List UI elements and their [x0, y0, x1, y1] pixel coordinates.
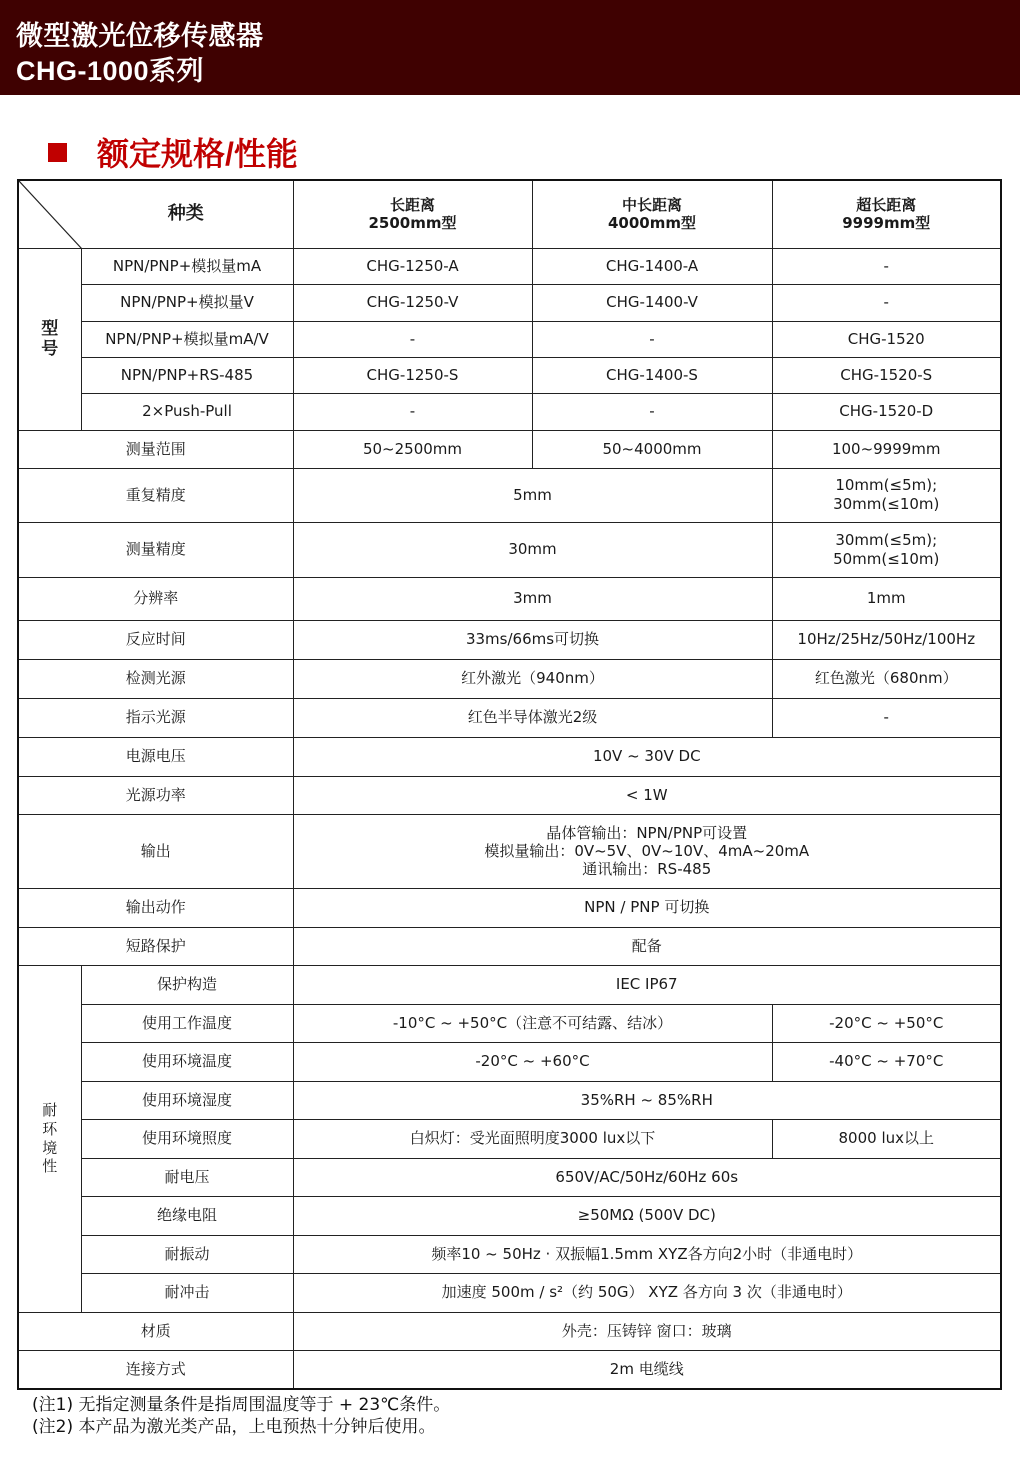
value-cell: 配备 [293, 927, 1001, 965]
value-cell: 50~4000mm [532, 430, 772, 468]
product-title: 微型激光位移传感器 [16, 21, 264, 51]
table-row-connection [18, 1350, 1001, 1389]
square-bullet-icon [48, 143, 67, 162]
table-row [18, 1196, 1001, 1235]
model-cell: CHG-1400-V [532, 284, 772, 321]
row-label: 光源功率 [18, 776, 293, 814]
value-line: 30mm(≤5m); [835, 530, 938, 549]
row-label: 绝缘电阻 [81, 1196, 293, 1235]
value-cell: ≥50MΩ (500V DC) [293, 1196, 1001, 1235]
table-row [18, 284, 1001, 321]
model-cell: CHG-1400-S [532, 357, 772, 393]
model-type: 2×Push-Pull [81, 393, 293, 430]
table-row-output-action [18, 888, 1001, 927]
table-row-range [18, 430, 1001, 468]
table-row-material [18, 1312, 1001, 1350]
value-cell [772, 468, 1001, 522]
model-cell: CHG-1400-A [532, 248, 772, 284]
row-label: 短路保护 [18, 927, 293, 965]
table-row-response [18, 620, 1001, 659]
row-label: 测量精度 [18, 522, 293, 577]
table-row [18, 1004, 1001, 1042]
model-cell: CHG-1520-D [772, 393, 1001, 430]
value-cell [772, 522, 1001, 577]
table-row-voltage [18, 737, 1001, 776]
row-label: 反应时间 [18, 620, 293, 659]
model-cell: - [772, 248, 1001, 284]
row-label: 重复精度 [18, 468, 293, 522]
value-cell: NPN / PNP 可切换 [293, 888, 1001, 927]
table-row-indicator [18, 698, 1001, 737]
column-header-long [293, 180, 532, 248]
column-header-line1: 超长距离 [856, 195, 917, 214]
spec-table [17, 179, 1002, 1390]
value-cell: -20°C ~ +60°C [293, 1042, 772, 1081]
diagonal-divider-icon [19, 181, 294, 249]
value-cell: 频率10 ~ 50Hz · 双振幅1.5mm XYZ各方向2小时（非通电时） [293, 1235, 1001, 1273]
table-row [18, 1119, 1001, 1158]
section-title: 额定规格/性能 [97, 136, 298, 172]
row-label: 指示光源 [18, 698, 293, 737]
value-cell: 8000 lux以上 [772, 1119, 1001, 1158]
value-cell: IEC IP67 [293, 965, 1001, 1004]
row-label: 使用环境湿度 [81, 1081, 293, 1119]
row-label: 检测光源 [18, 659, 293, 698]
value-line: 通讯输出：RS-485 [582, 860, 712, 878]
value-cell: -40°C ~ +70°C [772, 1042, 1001, 1081]
table-row-power [18, 776, 1001, 814]
row-label: 连接方式 [18, 1350, 293, 1389]
value-cell: -20°C ~ +50°C [772, 1004, 1001, 1042]
value-cell: 5mm [293, 468, 772, 522]
table-row [18, 1158, 1001, 1196]
row-label: 输出动作 [18, 888, 293, 927]
value-line: 30mm(≤10m) [833, 495, 940, 513]
value-cell: 50~2500mm [293, 430, 532, 468]
value-cell: 红色半导体激光2级 [293, 698, 772, 737]
value-line: 50mm(≤10m) [833, 549, 940, 568]
model-cell: - [772, 284, 1001, 321]
row-label: 测量范围 [18, 430, 293, 468]
model-type: NPN/PNP+模拟量V [81, 284, 293, 321]
row-label: 电源电压 [18, 737, 293, 776]
model-type: NPN/PNP+模拟量mA/V [81, 321, 293, 357]
value-line: 模拟量输出：0V~5V、0V~10V、4mA~20mA [484, 842, 810, 860]
table-row [18, 1235, 1001, 1273]
value-cell: 3mm [293, 577, 772, 620]
table-row [18, 965, 1001, 1004]
value-cell: 红外激光（940nm） [293, 659, 772, 698]
value-cell: 外壳：压铸锌 窗口：玻璃 [293, 1312, 1001, 1350]
value-cell: 650V/AC/50Hz/60Hz 60s [293, 1158, 1001, 1196]
column-header-line1: 长距离 [389, 195, 435, 214]
corner-cell [18, 180, 293, 248]
value-cell: 10Hz/25Hz/50Hz/100Hz [772, 620, 1001, 659]
value-cell: < 1W [293, 776, 1001, 814]
header-bar [0, 0, 1020, 95]
row-label: 输出 [18, 814, 293, 888]
value-line: 晶体管输出：NPN/PNP可设置 [546, 824, 748, 842]
row-label: 耐冲击 [81, 1273, 293, 1312]
column-header-ultra [772, 180, 1001, 248]
section-heading [48, 132, 298, 172]
footnote-2: (注2) 本产品为激光类产品，上电预热十分钟后使用。 [32, 1417, 436, 1437]
table-header-row [18, 180, 1001, 248]
row-label: 保护构造 [81, 965, 293, 1004]
table-row [18, 357, 1001, 393]
env-group-text: 耐环境性 [42, 1101, 58, 1176]
value-cell: 加速度 500m / s²（约 50G） XYZ 各方向 3 次（非通电时） [293, 1273, 1001, 1312]
env-group-label [18, 965, 81, 1312]
row-label: 耐振动 [81, 1235, 293, 1273]
value-cell: 2m 电缆线 [293, 1350, 1001, 1389]
row-label: 使用环境温度 [81, 1042, 293, 1081]
table-row [18, 1042, 1001, 1081]
value-cell: 100~9999mm [772, 430, 1001, 468]
product-series: CHG-1000系列 [16, 56, 205, 86]
table-row [18, 321, 1001, 357]
table-row-short-circuit [18, 927, 1001, 965]
model-group-text: 型号 [41, 318, 59, 359]
row-label: 分辨率 [18, 577, 293, 620]
corner-label: 种类 [167, 203, 204, 224]
table-row-repeat [18, 468, 1001, 522]
table-row-resolution [18, 577, 1001, 620]
value-cell: - [772, 698, 1001, 737]
value-cell: 红色激光（680nm） [772, 659, 1001, 698]
model-cell: CHG-1250-V [293, 284, 532, 321]
value-cell: 10V ~ 30V DC [293, 737, 1001, 776]
model-cell: - [532, 393, 772, 430]
model-cell: CHG-1520-S [772, 357, 1001, 393]
row-label: 使用工作温度 [81, 1004, 293, 1042]
model-type: NPN/PNP+模拟量mA [81, 248, 293, 284]
model-cell: - [293, 321, 532, 357]
table-row [18, 1273, 1001, 1312]
column-header-line2: 4000mm型 [607, 214, 696, 233]
model-cell: - [532, 321, 772, 357]
table-row-source [18, 659, 1001, 698]
column-header-line2: 9999mm型 [842, 214, 931, 233]
model-type: NPN/PNP+RS-485 [81, 357, 293, 393]
column-header-mid [532, 180, 772, 248]
model-cell: CHG-1250-A [293, 248, 532, 284]
value-cell: 白炽灯：受光面照明度3000 lux以下 [293, 1119, 772, 1158]
value-line: 10mm(≤5m); [835, 476, 938, 495]
table-row-accuracy [18, 522, 1001, 577]
value-cell [293, 814, 1001, 888]
row-label: 材质 [18, 1312, 293, 1350]
value-cell: 35%RH ~ 85%RH [293, 1081, 1001, 1119]
table-row-output [18, 814, 1001, 888]
model-cell: CHG-1250-S [293, 357, 532, 393]
table-row [18, 393, 1001, 430]
model-cell: - [293, 393, 532, 430]
table-row [18, 1081, 1001, 1119]
value-cell: 30mm [293, 522, 772, 577]
table-row [18, 248, 1001, 284]
footnote-1: (注1) 无指定测量条件是指周围温度等于 + 23℃条件。 [32, 1395, 451, 1415]
value-cell: 1mm [772, 577, 1001, 620]
value-cell: -10°C ~ +50°C（注意不可结露、结冰） [293, 1004, 772, 1042]
footnotes [32, 1394, 450, 1438]
value-cell: 33ms/66ms可切换 [293, 620, 772, 659]
model-cell: CHG-1520 [772, 321, 1001, 357]
model-group-label [18, 248, 81, 430]
row-label: 使用环境照度 [81, 1119, 293, 1158]
column-header-line2: 2500mm型 [368, 214, 457, 233]
column-header-line1: 中长距离 [621, 195, 682, 214]
row-label: 耐电压 [81, 1158, 293, 1196]
